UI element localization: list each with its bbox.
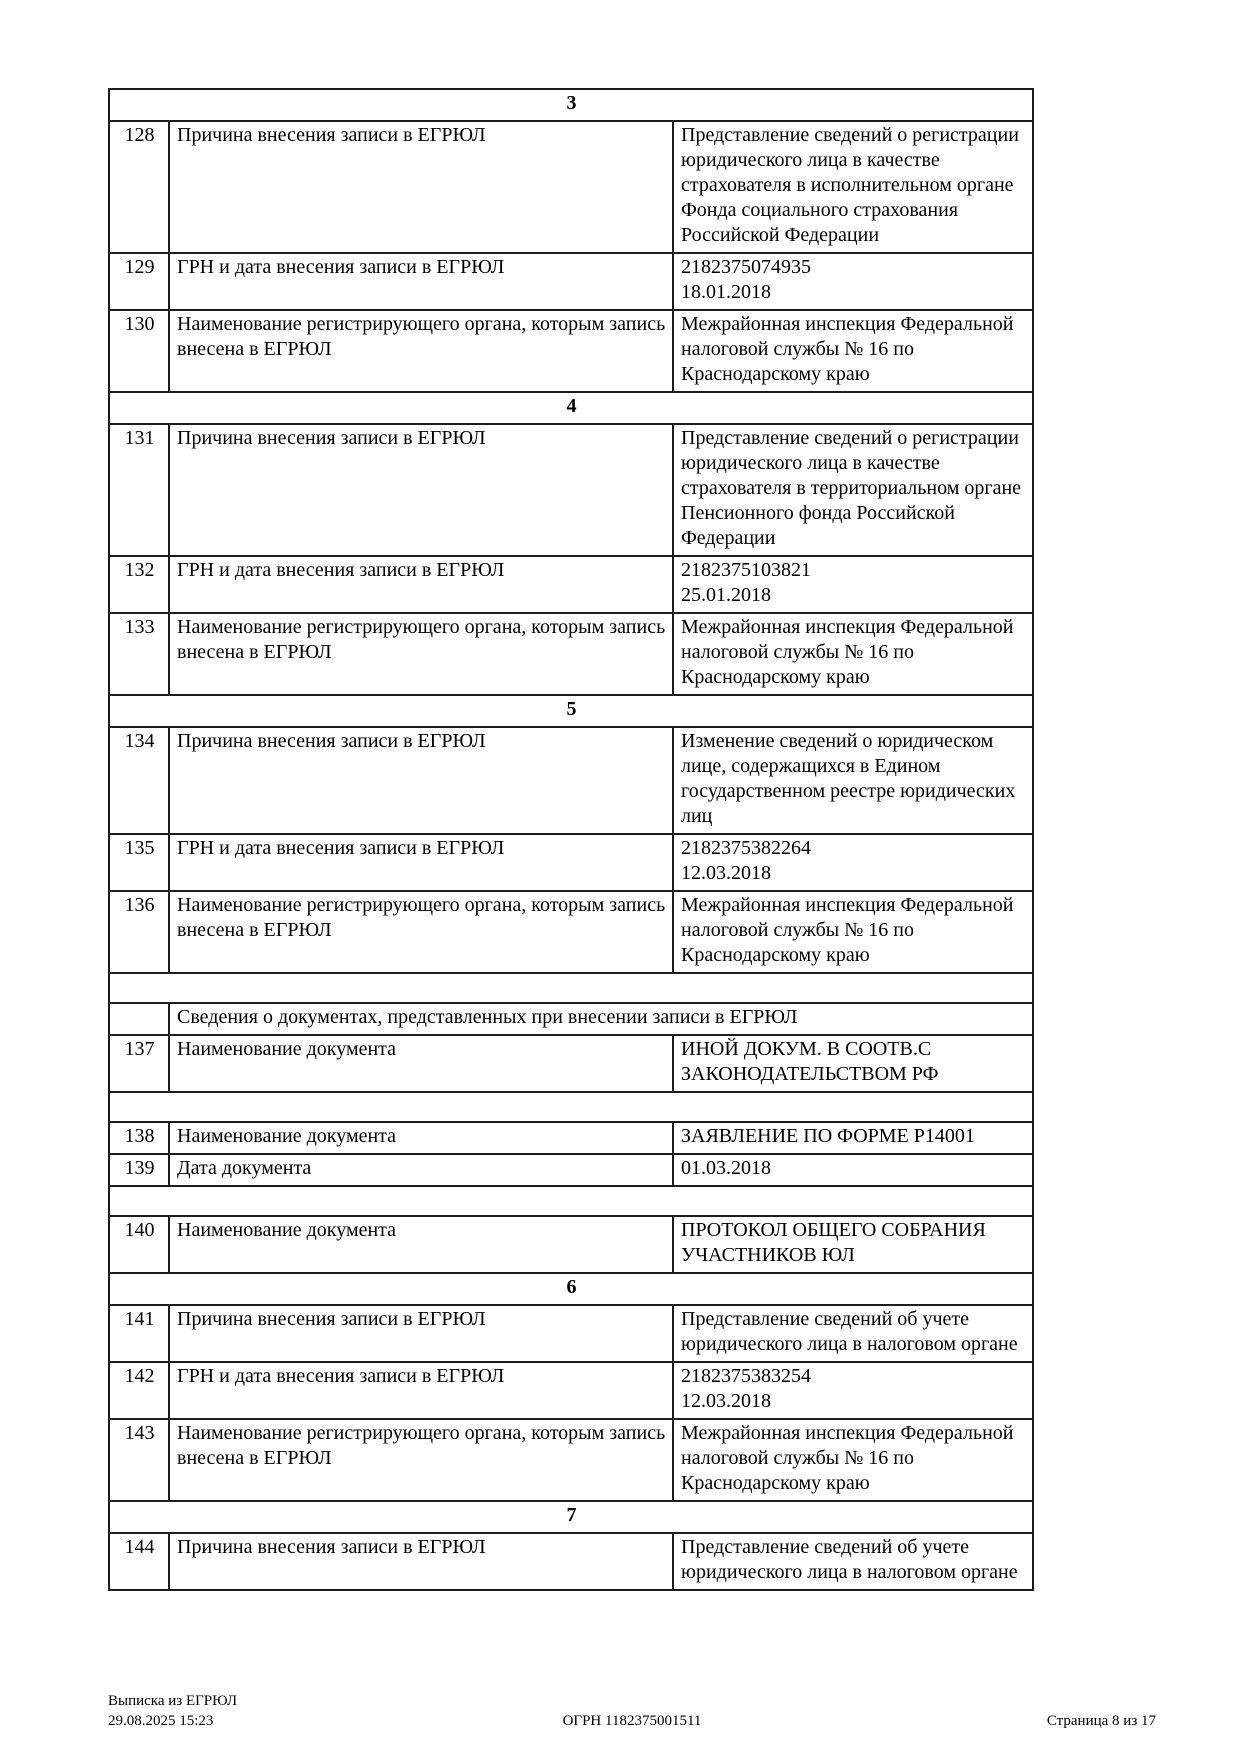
record-number: 133	[109, 613, 169, 695]
record-row	[109, 1362, 1033, 1419]
attribute-name: Причина внесения записи в ЕГРЮЛ	[169, 727, 673, 834]
attribute-value-line: Межрайонная инспекция Федеральной налоговой службы № 16 по Краснодарскому краю	[681, 894, 1014, 966]
attribute-name: Причина внесения записи в ЕГРЮЛ	[169, 424, 673, 556]
attribute-value	[673, 727, 1033, 834]
section-number: 4	[109, 392, 1033, 424]
attribute-value-line: 2182375383254	[681, 1365, 811, 1387]
attribute-value-line: Межрайонная инспекция Федеральной налоговой службы № 16 по Краснодарскому краю	[681, 616, 1014, 688]
spacer-row	[109, 1092, 1033, 1122]
attribute-name: ГРН и дата внесения записи в ЕГРЮЛ	[169, 834, 673, 891]
record-row	[109, 1419, 1033, 1501]
section-row	[109, 392, 1033, 424]
attribute-value-line: Межрайонная инспекция Федеральной налоговой службы № 16 по Краснодарскому краю	[681, 1422, 1014, 1494]
section-number: 7	[109, 1501, 1033, 1533]
footer-ogrn: ОГРН 1182375001511	[562, 1713, 702, 1729]
spacer-row	[109, 1186, 1033, 1216]
attribute-value-line: ИНОЙ ДОКУМ. В СООТВ.С ЗАКОНОДАТЕЛЬСТВОМ РФ	[681, 1038, 939, 1085]
documents-subheader-row	[109, 1003, 1033, 1035]
attribute-name: Наименование документа	[169, 1035, 673, 1092]
record-row	[109, 891, 1033, 973]
record-row	[109, 556, 1033, 613]
record-number: 128	[109, 121, 169, 253]
attribute-name: Причина внесения записи в ЕГРЮЛ	[169, 1305, 673, 1362]
footer-datetime: 29.08.2025 15:23	[108, 1712, 214, 1729]
attribute-name: Наименование регистрирующего органа, которым запись внесена в ЕГРЮЛ	[169, 1419, 673, 1501]
record-number: 134	[109, 727, 169, 834]
attribute-name: ГРН и дата внесения записи в ЕГРЮЛ	[169, 253, 673, 310]
attribute-name: Наименование документа	[169, 1216, 673, 1273]
attribute-value	[673, 613, 1033, 695]
record-row	[109, 310, 1033, 392]
record-number: 141	[109, 1305, 169, 1362]
attribute-value-line: Межрайонная инспекция Федеральной налоговой службы № 16 по Краснодарскому краю	[681, 313, 1014, 385]
record-number: 137	[109, 1035, 169, 1092]
attribute-name: ГРН и дата внесения записи в ЕГРЮЛ	[169, 1362, 673, 1419]
spacer-cell	[109, 973, 1033, 1003]
attribute-name: Причина внесения записи в ЕГРЮЛ	[169, 1533, 673, 1590]
attribute-value-line: 2182375382264	[681, 837, 811, 859]
attribute-name: ГРН и дата внесения записи в ЕГРЮЛ	[169, 556, 673, 613]
attribute-value-line: Изменение сведений о юридическом лице, содержащихся в Едином государственном реестре юридических лиц	[681, 730, 1016, 827]
footer-doc-title: Выписка из ЕГРЮЛ	[108, 1693, 237, 1709]
attribute-name: Наименование регистрирующего органа, которым запись внесена в ЕГРЮЛ	[169, 310, 673, 392]
record-row	[109, 1305, 1033, 1362]
documents-subheader: Сведения о документах, представленных при внесении записи в ЕГРЮЛ	[169, 1003, 1033, 1035]
attribute-name: Наименование регистрирующего органа, которым запись внесена в ЕГРЮЛ	[169, 891, 673, 973]
record-row	[109, 1533, 1033, 1590]
attribute-value	[673, 1154, 1033, 1186]
record-number: 132	[109, 556, 169, 613]
spacer-cell	[109, 1186, 1033, 1216]
attribute-value	[673, 1362, 1033, 1419]
record-row	[109, 424, 1033, 556]
attribute-value	[673, 1305, 1033, 1362]
attribute-value-line: 2182375074935	[681, 256, 811, 278]
record-row	[109, 834, 1033, 891]
record-number: 138	[109, 1122, 169, 1154]
attribute-name: Наименование регистрирующего органа, которым запись внесена в ЕГРЮЛ	[169, 613, 673, 695]
attribute-value	[673, 1533, 1033, 1590]
record-row	[109, 1154, 1033, 1186]
attribute-value-line: 01.03.2018	[681, 1157, 771, 1179]
record-number: 135	[109, 834, 169, 891]
section-row	[109, 695, 1033, 727]
record-number: 143	[109, 1419, 169, 1501]
attribute-value	[673, 834, 1033, 891]
subheader-empty-cell	[109, 1003, 169, 1035]
attribute-value	[673, 121, 1033, 253]
attribute-value-line: 18.01.2018	[681, 281, 771, 303]
spacer-row	[109, 973, 1033, 1003]
attribute-value	[673, 556, 1033, 613]
attribute-value-line: 12.03.2018	[681, 862, 771, 884]
record-number: 131	[109, 424, 169, 556]
record-row	[109, 1216, 1033, 1273]
attribute-value-line: 12.03.2018	[681, 1390, 771, 1412]
record-number: 144	[109, 1533, 169, 1590]
attribute-name: Причина внесения записи в ЕГРЮЛ	[169, 121, 673, 253]
record-number: 130	[109, 310, 169, 392]
attribute-value	[673, 1035, 1033, 1092]
attribute-value	[673, 1419, 1033, 1501]
attribute-value	[673, 1122, 1033, 1154]
record-number: 139	[109, 1154, 169, 1186]
attribute-name: Наименование документа	[169, 1122, 673, 1154]
record-number: 136	[109, 891, 169, 973]
egrul-records-table	[108, 88, 1034, 1591]
record-number: 142	[109, 1362, 169, 1419]
record-number: 140	[109, 1216, 169, 1273]
section-number: 5	[109, 695, 1033, 727]
record-row	[109, 613, 1033, 695]
record-row	[109, 1035, 1033, 1092]
attribute-value	[673, 891, 1033, 973]
spacer-cell	[109, 1092, 1033, 1122]
record-row	[109, 1122, 1033, 1154]
section-row	[109, 1273, 1033, 1305]
attribute-value-line: Представление сведений об учете юридического лица в налоговом органе	[681, 1308, 1018, 1355]
section-row	[109, 1501, 1033, 1533]
section-number: 6	[109, 1273, 1033, 1305]
attribute-value-line: Представление сведений о регистрации юридического лица в качестве страхователя в территориальном органе Пенсионного фонда Российской Федерации	[681, 427, 1022, 549]
record-row	[109, 253, 1033, 310]
section-row	[109, 89, 1033, 121]
section-number: 3	[109, 89, 1033, 121]
attribute-value	[673, 253, 1033, 310]
record-row	[109, 121, 1033, 253]
attribute-name: Дата документа	[169, 1154, 673, 1186]
attribute-value-line: ПРОТОКОЛ ОБЩЕГО СОБРАНИЯ УЧАСТНИКОВ ЮЛ	[681, 1219, 986, 1266]
attribute-value	[673, 310, 1033, 392]
attribute-value-line: ЗАЯВЛЕНИЕ ПО ФОРМЕ Р14001	[681, 1125, 975, 1147]
egrul-table-body	[109, 89, 1033, 1590]
attribute-value	[673, 1216, 1033, 1273]
attribute-value-line: Представление сведений о регистрации юридического лица в качестве страхователя в исполнительном органе Фонда социального страхования Российской Федерации	[681, 124, 1019, 246]
attribute-value	[673, 424, 1033, 556]
attribute-value-line: 25.01.2018	[681, 584, 771, 606]
attribute-value-line: 2182375103821	[681, 559, 811, 581]
record-row	[109, 727, 1033, 834]
attribute-value-line: Представление сведений об учете юридического лица в налоговом органе	[681, 1536, 1018, 1583]
footer-page-indicator: Страница 8 из 17	[1046, 1713, 1156, 1729]
record-number: 129	[109, 253, 169, 310]
